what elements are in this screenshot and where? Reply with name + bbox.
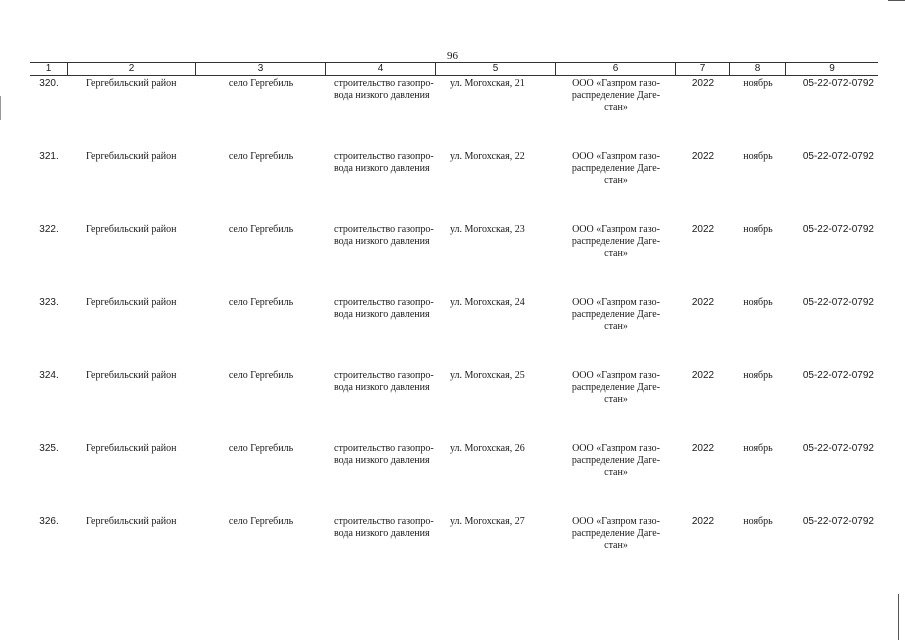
organization-cell [556,443,676,479]
scan-edge-mark [888,0,905,1]
scan-edge-mark [0,96,1,120]
table-row [30,224,878,260]
district-cell: Гергебильский район [86,151,177,162]
organization-cell [556,224,676,260]
district-cell: Гергебильский район [86,370,177,381]
column-header-4: 4 [326,63,436,75]
district-cell: Гергебильский район [86,516,177,527]
table-row [30,516,878,552]
page-number: 96 [447,50,458,62]
year-cell: 2022 [691,78,715,89]
address-cell: ул. Могохская, 21 [450,78,525,89]
organization-line: распределение Даге- [571,163,661,174]
month-cell: ноябрь [743,443,773,454]
organization-line: распределение Даге- [571,455,661,466]
year-cell: 2022 [691,370,715,381]
table-row [30,370,878,406]
year-cell: 2022 [691,151,715,162]
address-cell: ул. Могохская, 27 [450,516,525,527]
work-type-line: строительство газопро- [334,78,434,89]
organization-line: распределение Даге- [571,236,661,247]
year-cell: 2022 [691,516,715,527]
organization-line: ООО «Газпром газо- [572,297,660,308]
organization-line: стан» [604,248,628,259]
locality-cell: село Гергебиль [228,151,294,162]
locality-cell: село Гергебиль [228,516,294,527]
column-header-5: 5 [436,63,556,75]
row-number: 325. [39,443,59,454]
work-type-line: вода низкого давления [334,90,430,101]
address-cell: ул. Могохская, 22 [450,151,525,162]
locality-cell: село Гергебиль [228,224,294,235]
work-type-line: строительство газопро- [334,297,434,308]
row-number: 321. [39,151,59,162]
work-type-line: строительство газопро- [334,516,434,527]
organization-line: стан» [604,394,628,405]
column-header-2: 2 [68,63,196,75]
work-type-cell [326,78,436,114]
code-cell: 05-22-072-0792 [802,151,874,162]
organization-line: стан» [604,540,628,551]
organization-line: стан» [604,467,628,478]
organization-line: распределение Даге- [571,382,661,393]
scan-edge-mark [898,594,899,640]
column-header-6: 6 [556,63,676,75]
work-type-line: строительство газопро- [334,370,434,381]
work-type-line: вода низкого давления [334,528,430,539]
organization-line: ООО «Газпром газо- [572,224,660,235]
code-cell: 05-22-072-0792 [802,443,874,454]
locality-cell: село Гергебиль [228,78,294,89]
row-number: 323. [39,297,59,308]
organization-line: стан» [604,102,628,113]
month-cell: ноябрь [743,151,773,162]
year-cell: 2022 [691,224,715,235]
code-cell: 05-22-072-0792 [802,370,874,381]
district-cell: Гергебильский район [86,224,177,235]
work-type-line: вода низкого давления [334,382,430,393]
work-type-line: вода низкого давления [334,455,430,466]
month-cell: ноябрь [743,297,773,308]
organization-line: распределение Даге- [571,309,661,320]
month-cell: ноябрь [743,224,773,235]
column-header-1: 1 [30,63,68,75]
address-cell: ул. Могохская, 24 [450,297,525,308]
organization-line: распределение Даге- [571,528,661,539]
column-header-9: 9 [829,63,835,74]
work-type-line: строительство газопро- [334,224,434,235]
table-row [30,297,878,333]
work-type-cell [326,370,436,406]
month-cell: ноябрь [743,516,773,527]
district-cell: Гергебильский район [86,443,177,454]
row-number: 322. [39,224,59,235]
row-number: 326. [39,516,59,527]
organization-cell [556,78,676,114]
code-cell: 05-22-072-0792 [802,224,874,235]
district-cell: Гергебильский район [86,297,177,308]
district-cell: Гергебильский район [86,78,177,89]
organization-line: ООО «Газпром газо- [572,443,660,454]
table-row [30,443,878,479]
organization-line: стан» [604,175,628,186]
row-number: 324. [39,370,59,381]
work-type-cell [326,516,436,552]
table-row [30,151,878,187]
work-type-cell [326,297,436,333]
table-row [30,78,878,114]
work-type-line: вода низкого давления [334,163,430,174]
organization-line: ООО «Газпром газо- [572,78,660,89]
organization-cell [556,370,676,406]
locality-cell: село Гергебиль [228,297,294,308]
organization-cell [556,516,676,552]
work-type-line: вода низкого давления [334,236,430,247]
work-type-cell [326,443,436,479]
work-type-line: вода низкого давления [334,309,430,320]
organization-cell [556,297,676,333]
address-cell: ул. Могохская, 25 [450,370,525,381]
organization-line: ООО «Газпром газо- [572,370,660,381]
year-cell: 2022 [691,443,715,454]
organization-line: ООО «Газпром газо- [572,516,660,527]
locality-cell: село Гергебиль [228,443,294,454]
year-cell: 2022 [691,297,715,308]
work-type-cell [326,224,436,260]
address-cell: ул. Могохская, 23 [450,224,525,235]
row-number: 320. [39,78,59,89]
organization-line: стан» [604,321,628,332]
organization-line: распределение Даге- [571,90,661,101]
organization-cell [556,151,676,187]
column-header-3: 3 [196,63,326,75]
code-cell: 05-22-072-0792 [802,516,874,527]
month-cell: ноябрь [743,370,773,381]
column-header-8: 8 [730,63,786,75]
month-cell: ноябрь [743,78,773,89]
address-cell: ул. Могохская, 26 [450,443,525,454]
locality-cell: село Гергебиль [228,370,294,381]
work-type-cell [326,151,436,187]
work-type-line: строительство газопро- [334,443,434,454]
code-cell: 05-22-072-0792 [802,297,874,308]
table-header [30,62,878,76]
code-cell: 05-22-072-0792 [802,78,874,89]
organization-line: ООО «Газпром газо- [572,151,660,162]
column-header-7: 7 [676,63,730,75]
work-type-line: строительство газопро- [334,151,434,162]
